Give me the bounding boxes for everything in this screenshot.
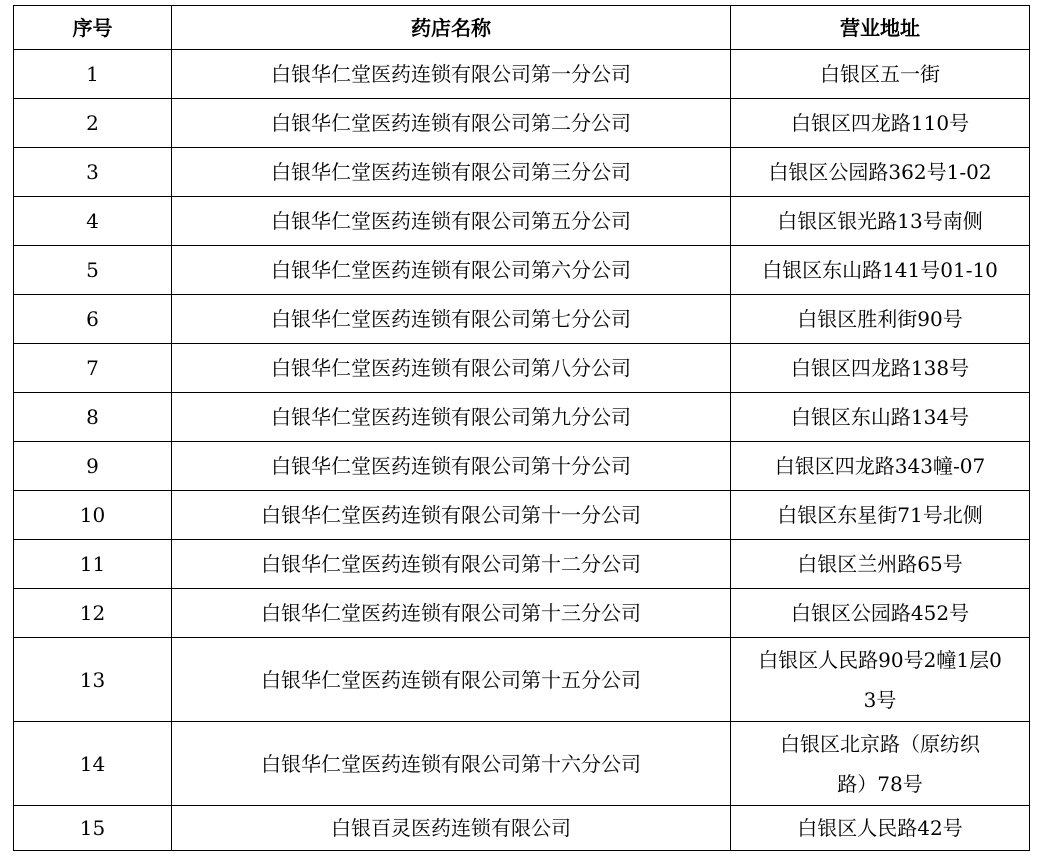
cell-pharmacy-name: 白银华仁堂医药连锁有限公司第十二分公司	[172, 540, 731, 589]
cell-pharmacy-name: 白银华仁堂医药连锁有限公司第十一分公司	[172, 491, 731, 540]
cell-pharmacy-name: 白银华仁堂医药连锁有限公司第十三分公司	[172, 589, 731, 638]
table-row	[14, 806, 1030, 851]
address-line: 3号	[863, 687, 897, 712]
address-line: 白银区人民路90号2幢1层0	[758, 647, 1002, 672]
cell-serial-number: 13	[14, 638, 172, 722]
cell-pharmacy-name: 白银华仁堂医药连锁有限公司第二分公司	[172, 99, 731, 148]
table-row	[14, 344, 1030, 393]
header-pharmacy-name: 药店名称	[172, 6, 731, 50]
table-row	[14, 540, 1030, 589]
pharmacy-table	[13, 5, 1030, 851]
cell-serial-number: 6	[14, 295, 172, 344]
cell-business-address: 白银区公园路362号1-02	[731, 148, 1030, 197]
table-row	[14, 638, 1030, 722]
table-row	[14, 99, 1030, 148]
cell-pharmacy-name: 白银华仁堂医药连锁有限公司第三分公司	[172, 148, 731, 197]
table-row	[14, 393, 1030, 442]
cell-pharmacy-name: 白银华仁堂医药连锁有限公司第八分公司	[172, 344, 731, 393]
cell-serial-number: 7	[14, 344, 172, 393]
pharmacy-list-sheet	[13, 5, 1030, 851]
cell-serial-number: 2	[14, 99, 172, 148]
cell-business-address	[731, 722, 1030, 806]
table-row	[14, 589, 1030, 638]
cell-serial-number: 8	[14, 393, 172, 442]
table-row	[14, 246, 1030, 295]
table-row	[14, 295, 1030, 344]
cell-business-address: 白银区四龙路343幢-07	[731, 442, 1030, 491]
cell-pharmacy-name: 白银华仁堂医药连锁有限公司第一分公司	[172, 50, 731, 99]
cell-business-address: 白银区东星街71号北侧	[731, 491, 1030, 540]
cell-business-address: 白银区东山路141号01-10	[731, 246, 1030, 295]
address-line: 白银区北京路（原纺织	[780, 731, 980, 756]
cell-pharmacy-name: 白银华仁堂医药连锁有限公司第十分公司	[172, 442, 731, 491]
cell-serial-number: 15	[14, 806, 172, 851]
table-row	[14, 442, 1030, 491]
table-row	[14, 197, 1030, 246]
cell-pharmacy-name: 白银华仁堂医药连锁有限公司第十六分公司	[172, 722, 731, 806]
cell-pharmacy-name: 白银华仁堂医药连锁有限公司第五分公司	[172, 197, 731, 246]
table-row	[14, 50, 1030, 99]
cell-serial-number: 9	[14, 442, 172, 491]
cell-serial-number: 3	[14, 148, 172, 197]
cell-serial-number: 1	[14, 50, 172, 99]
cell-business-address: 白银区五一街	[731, 50, 1030, 99]
cell-serial-number: 14	[14, 722, 172, 806]
cell-serial-number: 11	[14, 540, 172, 589]
cell-pharmacy-name: 白银华仁堂医药连锁有限公司第六分公司	[172, 246, 731, 295]
header-business-address: 营业地址	[731, 6, 1030, 50]
cell-business-address: 白银区兰州路65号	[731, 540, 1030, 589]
cell-serial-number: 4	[14, 197, 172, 246]
table-row	[14, 722, 1030, 806]
cell-business-address: 白银区公园路452号	[731, 589, 1030, 638]
table-row	[14, 491, 1030, 540]
cell-pharmacy-name: 白银华仁堂医药连锁有限公司第九分公司	[172, 393, 731, 442]
cell-business-address: 白银区东山路134号	[731, 393, 1030, 442]
cell-business-address: 白银区四龙路138号	[731, 344, 1030, 393]
table-row	[14, 148, 1030, 197]
table-header-row	[14, 6, 1030, 50]
cell-business-address: 白银区人民路42号	[731, 806, 1030, 851]
cell-pharmacy-name: 白银华仁堂医药连锁有限公司第十五分公司	[172, 638, 731, 722]
cell-serial-number: 12	[14, 589, 172, 638]
cell-business-address: 白银区四龙路110号	[731, 99, 1030, 148]
cell-business-address: 白银区胜利街90号	[731, 295, 1030, 344]
cell-business-address	[731, 638, 1030, 722]
cell-pharmacy-name: 白银百灵医药连锁有限公司	[172, 806, 731, 851]
cell-serial-number: 5	[14, 246, 172, 295]
cell-business-address: 白银区银光路13号南侧	[731, 197, 1030, 246]
cell-serial-number: 10	[14, 491, 172, 540]
address-line: 路）78号	[837, 771, 923, 796]
cell-pharmacy-name: 白银华仁堂医药连锁有限公司第七分公司	[172, 295, 731, 344]
header-serial-number: 序号	[14, 6, 172, 50]
